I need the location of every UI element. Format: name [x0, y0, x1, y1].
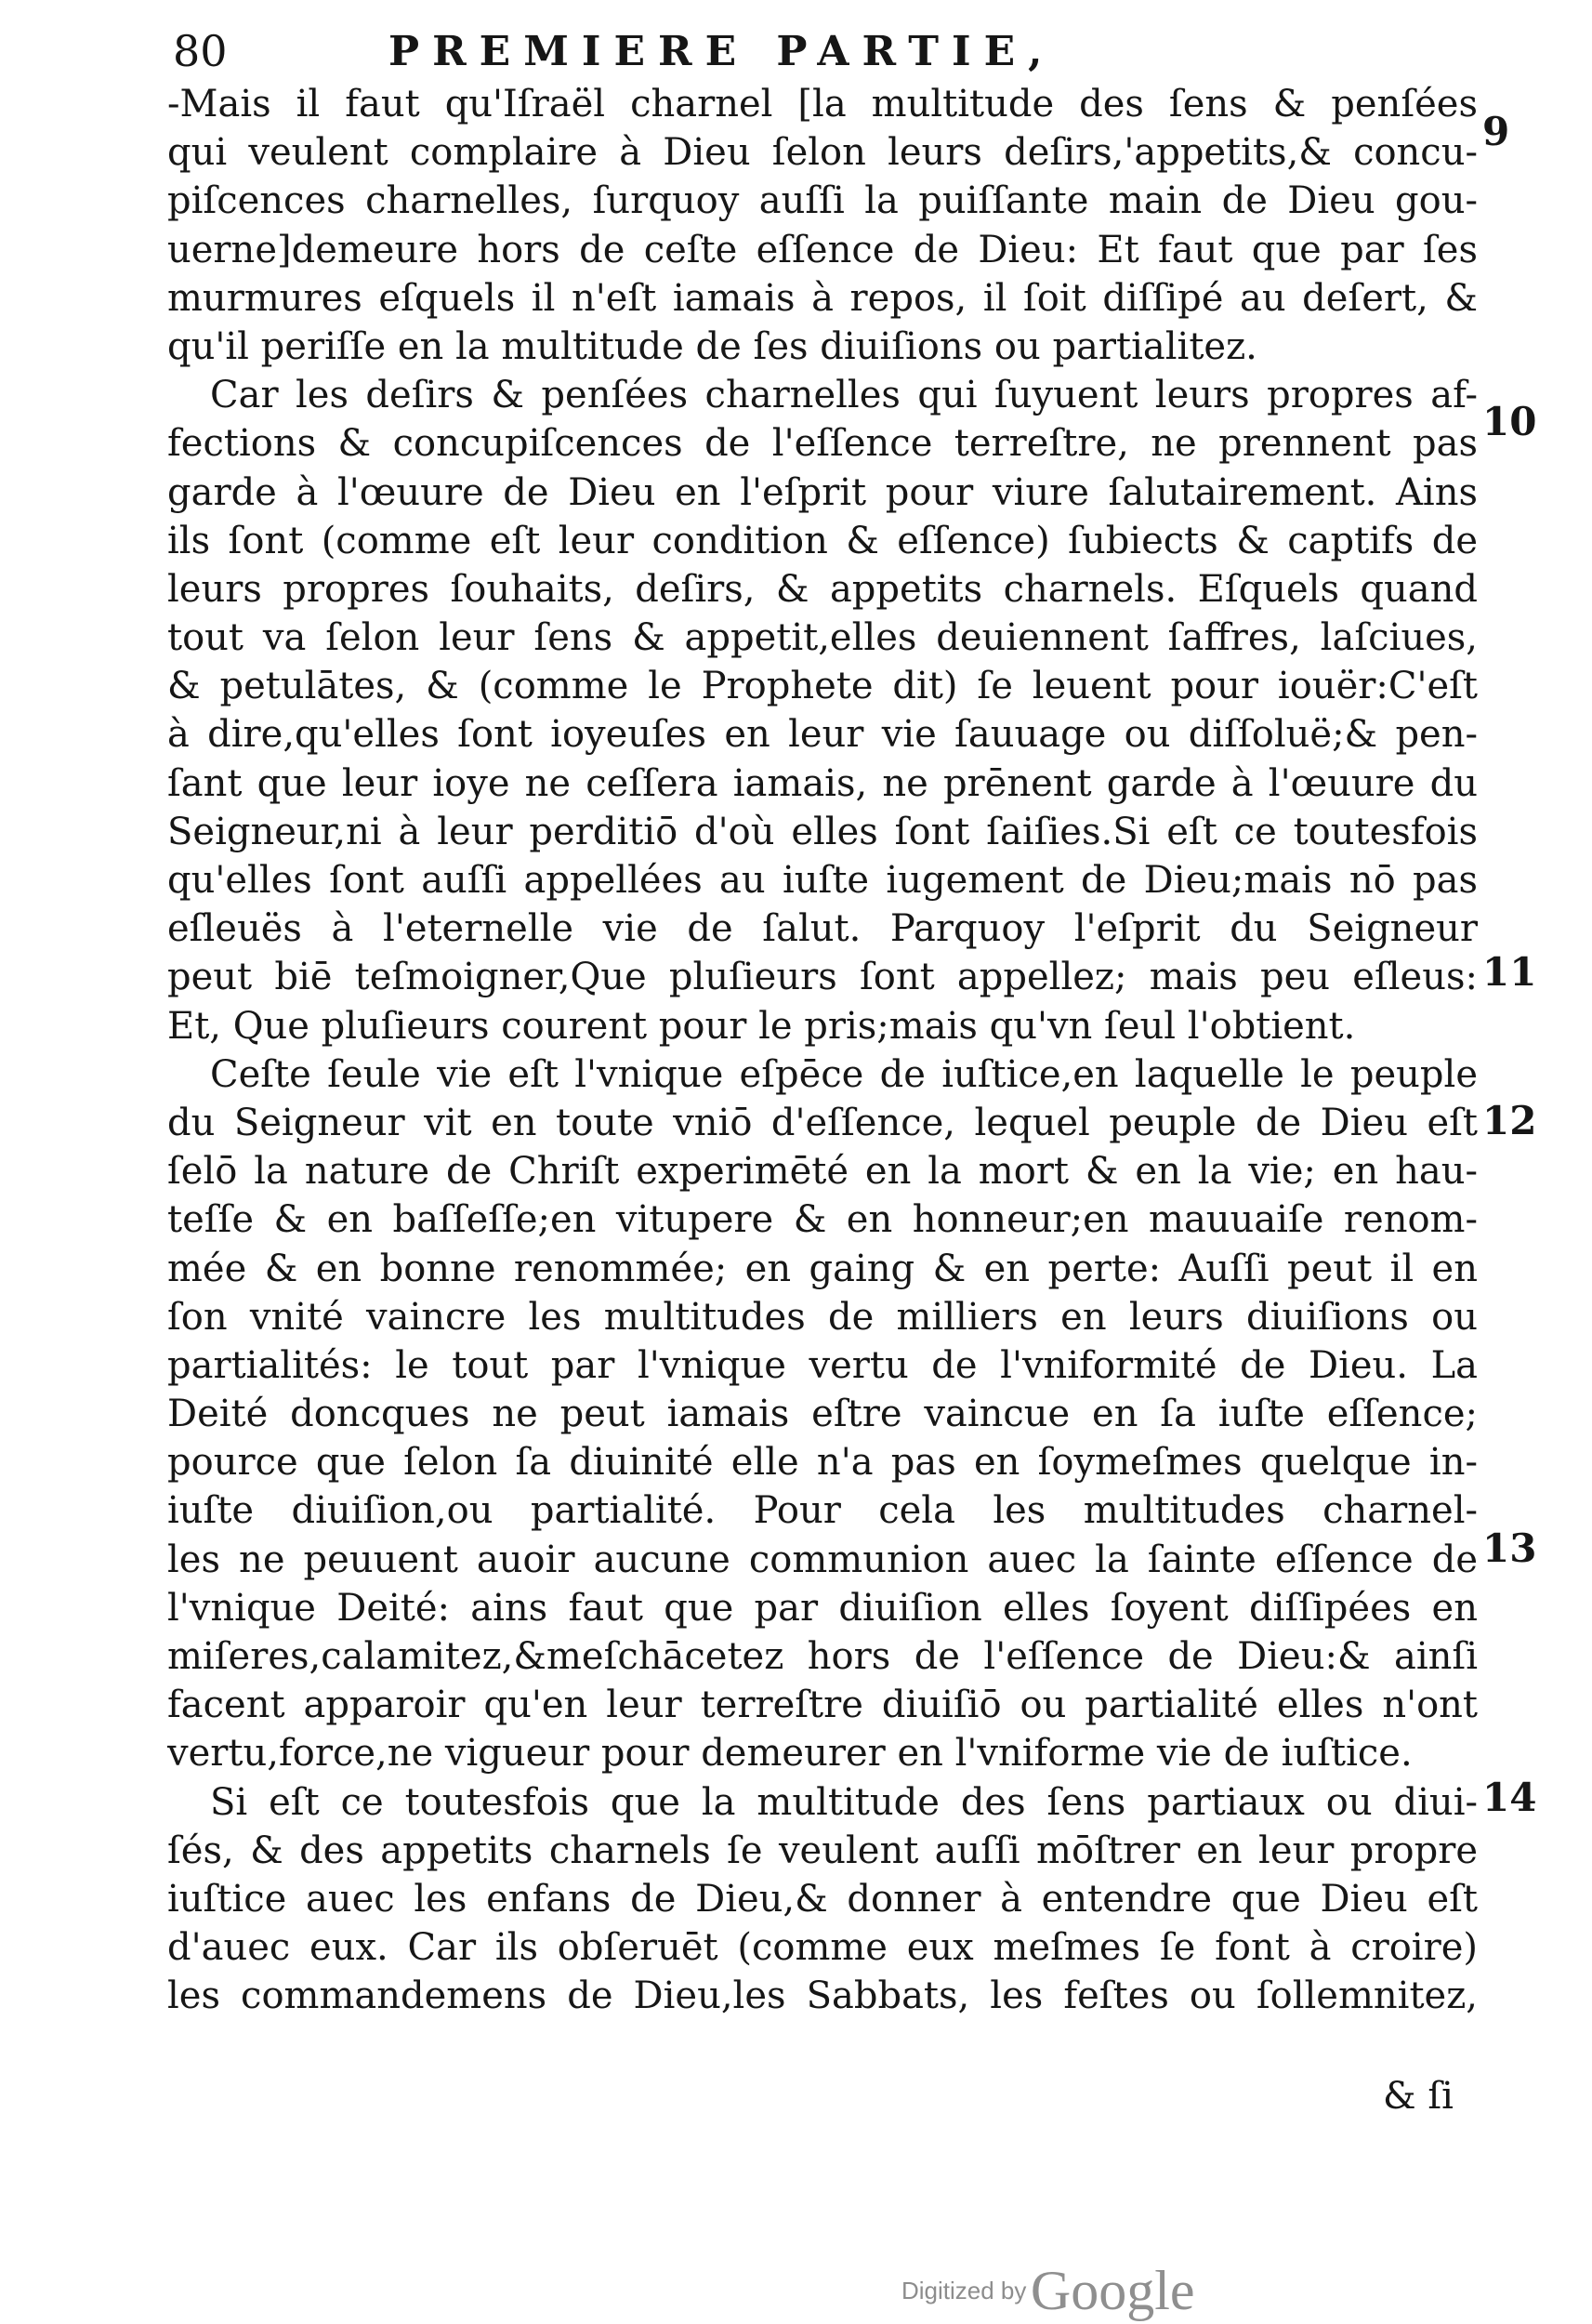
digitized-watermark — [901, 2259, 1195, 2323]
text-line: eſleuës à l'eternelle vie de ſalut. Parquoy l'eſprit du Seigneur — [167, 907, 1478, 951]
verse-number: 12 — [1482, 1098, 1537, 1143]
text-line: murmures eſquels il n'eſt iamais à repos, il ſoit diſſipé au deſert, & — [167, 276, 1478, 320]
text-line: Ceſte ſeule vie eſt l'vnique eſpēce de iuſtice,en laquelle le peuple — [210, 1052, 1478, 1096]
text-line: facent apparoir qu'en leur terreſtre diuiſiō ou partialité elles n'ont — [167, 1684, 1478, 1727]
verse-number: 11 — [1482, 949, 1537, 995]
google-logo: Google — [1030, 2260, 1195, 2321]
text-line: Seigneur,ni à leur perditiō d'où elles ſont ſaiſies.Si eſt ce toutesfois — [167, 810, 1478, 853]
text-line: à dire,qu'elles ſont ioyeuſes en leur vie ſauuage ou diſſoluë;& pen- — [167, 713, 1478, 757]
text-line: garde à l'œuure de Dieu en l'eſprit pour viure ſalutairement. Ains — [167, 470, 1478, 514]
text-line: tout va ſelon leur ſens & appetit,elles deuiennent ſaffres, laſciues, — [167, 616, 1478, 660]
text-line: qui veulent complaire à Dieu ſelon leurs deſirs,'appetits,& concu- — [167, 131, 1478, 175]
text-line: teſſe & en baſſeſſe;en vitupere & en honneur;en mauuaiſe renom- — [167, 1198, 1478, 1242]
text-line: iuſte diuiſion,ou partialité. Pour cela les multitudes charnel- — [167, 1489, 1478, 1533]
text-line: ſelō la nature de Chriſt experimēté en la mort & en la vie; en hau- — [167, 1150, 1478, 1194]
text-line: iuſtice auec les enfans de Dieu,& donner à entendre que Dieu eſt — [167, 1877, 1478, 1921]
text-line: partialités: le tout par l'vnique vertu de l'vniformité de Dieu. La — [167, 1343, 1478, 1387]
text-line: qu'il periſſe en la multitude de ſes diuiſions ou partialitez. — [167, 324, 1257, 368]
text-line: -Mais il faut qu'Iſraël charnel [la multitude des ſens & penſées — [167, 83, 1478, 125]
text-line: ſon vnité vaincre les multitudes de milliers en leurs diuiſions ou — [167, 1295, 1478, 1339]
verse-number: 9 — [1482, 109, 1510, 154]
text-line: mée & en bonne renommée; en gaing & en perte: Auſſi peut il en — [167, 1247, 1478, 1290]
text-line: du Seigneur vit en toute vniō d'eſſence, lequel peuple de Dieu eſt — [167, 1101, 1478, 1144]
text-line: piſcences charnelles, ſurquoy auſſi la puiſſante main de Dieu gou- — [167, 179, 1478, 223]
text-line: peut biē teſmoigner,Que pluſieurs ſont appellez; mais peu eſleus: — [167, 956, 1478, 999]
watermark-prefix: Digitized by — [901, 2277, 1027, 2304]
text-line: ſant que leur ioye ne ceſſera iamais, ne prēnent garde à l'œuure du — [167, 761, 1478, 805]
running-head: PREMIERE PARTIE, — [388, 28, 1056, 75]
text-line: pource que ſelon ſa diuinité elle n'a pas en ſoymeſmes quelque in- — [167, 1441, 1478, 1485]
text-line: Deité doncques ne peut iamais eſtre vaincue en ſa iuſte eſſence; — [167, 1393, 1478, 1436]
text-line: qu'elles ſont auſſi appellées au iuſte iugement de Dieu;mais nō pas — [167, 859, 1478, 902]
verse-number: 14 — [1482, 1775, 1537, 1820]
body-text — [167, 80, 1478, 2021]
text-line: les ne peuuent auoir aucune communion auec la ſainte eſſence de — [167, 1538, 1478, 1581]
catchword: & ſi — [1383, 2075, 1454, 2118]
text-line: Si eſt ce toutesfois que la multitude des ſens partiaux ou diui- — [210, 1780, 1478, 1824]
page-number: 80 — [173, 26, 228, 76]
text-line: ils ſont (comme eſt leur condition & eſſence) ſubiects & captifs de — [167, 519, 1478, 562]
text-line: Et, Que pluſieurs courent pour le pris;mais qu'vn ſeul l'obtient. — [167, 1004, 1356, 1048]
text-line: l'vnique Deité: ains faut que par diuiſion elles ſoyent diſſipées en — [167, 1586, 1478, 1630]
text-line: fections & concupiſcences de l'eſſence terreſtre, ne prennent pas — [167, 422, 1478, 466]
verse-number: 13 — [1482, 1525, 1537, 1571]
text-line: leurs propres ſouhaits, deſirs, & appetits charnels. Eſquels quand — [167, 567, 1478, 611]
text-line: Car les deſirs & penſées charnelles qui ſuyuent leurs propres af- — [210, 374, 1478, 417]
text-line: vertu,force,ne vigueur pour demeurer en l'vniforme vie de iuſtice. — [167, 1732, 1413, 1776]
text-line: miſeres,calamitez,&meſchācetez hors de l'eſſence de Dieu:& ainſi — [167, 1635, 1478, 1678]
text-line: & petulātes, & (comme le Prophete dit) ſe leuent pour iouër:C'eſt — [167, 665, 1478, 708]
text-line: ſés, & des appetits charnels ſe veulent auſſi mōſtrer en leur propre — [167, 1829, 1478, 1872]
text-line: d'auec eux. Car ils obſeruēt (comme eux meſmes ſe font à croire) — [167, 1926, 1478, 1970]
text-line: uerne]demeure hors de ceſte eſſence de Dieu: Et faut que par ſes — [167, 228, 1478, 271]
verse-number: 10 — [1482, 399, 1537, 444]
text-line: les commandemens de Dieu,les Sabbats, les feſtes ou ſollemnitez, — [167, 1974, 1478, 2018]
